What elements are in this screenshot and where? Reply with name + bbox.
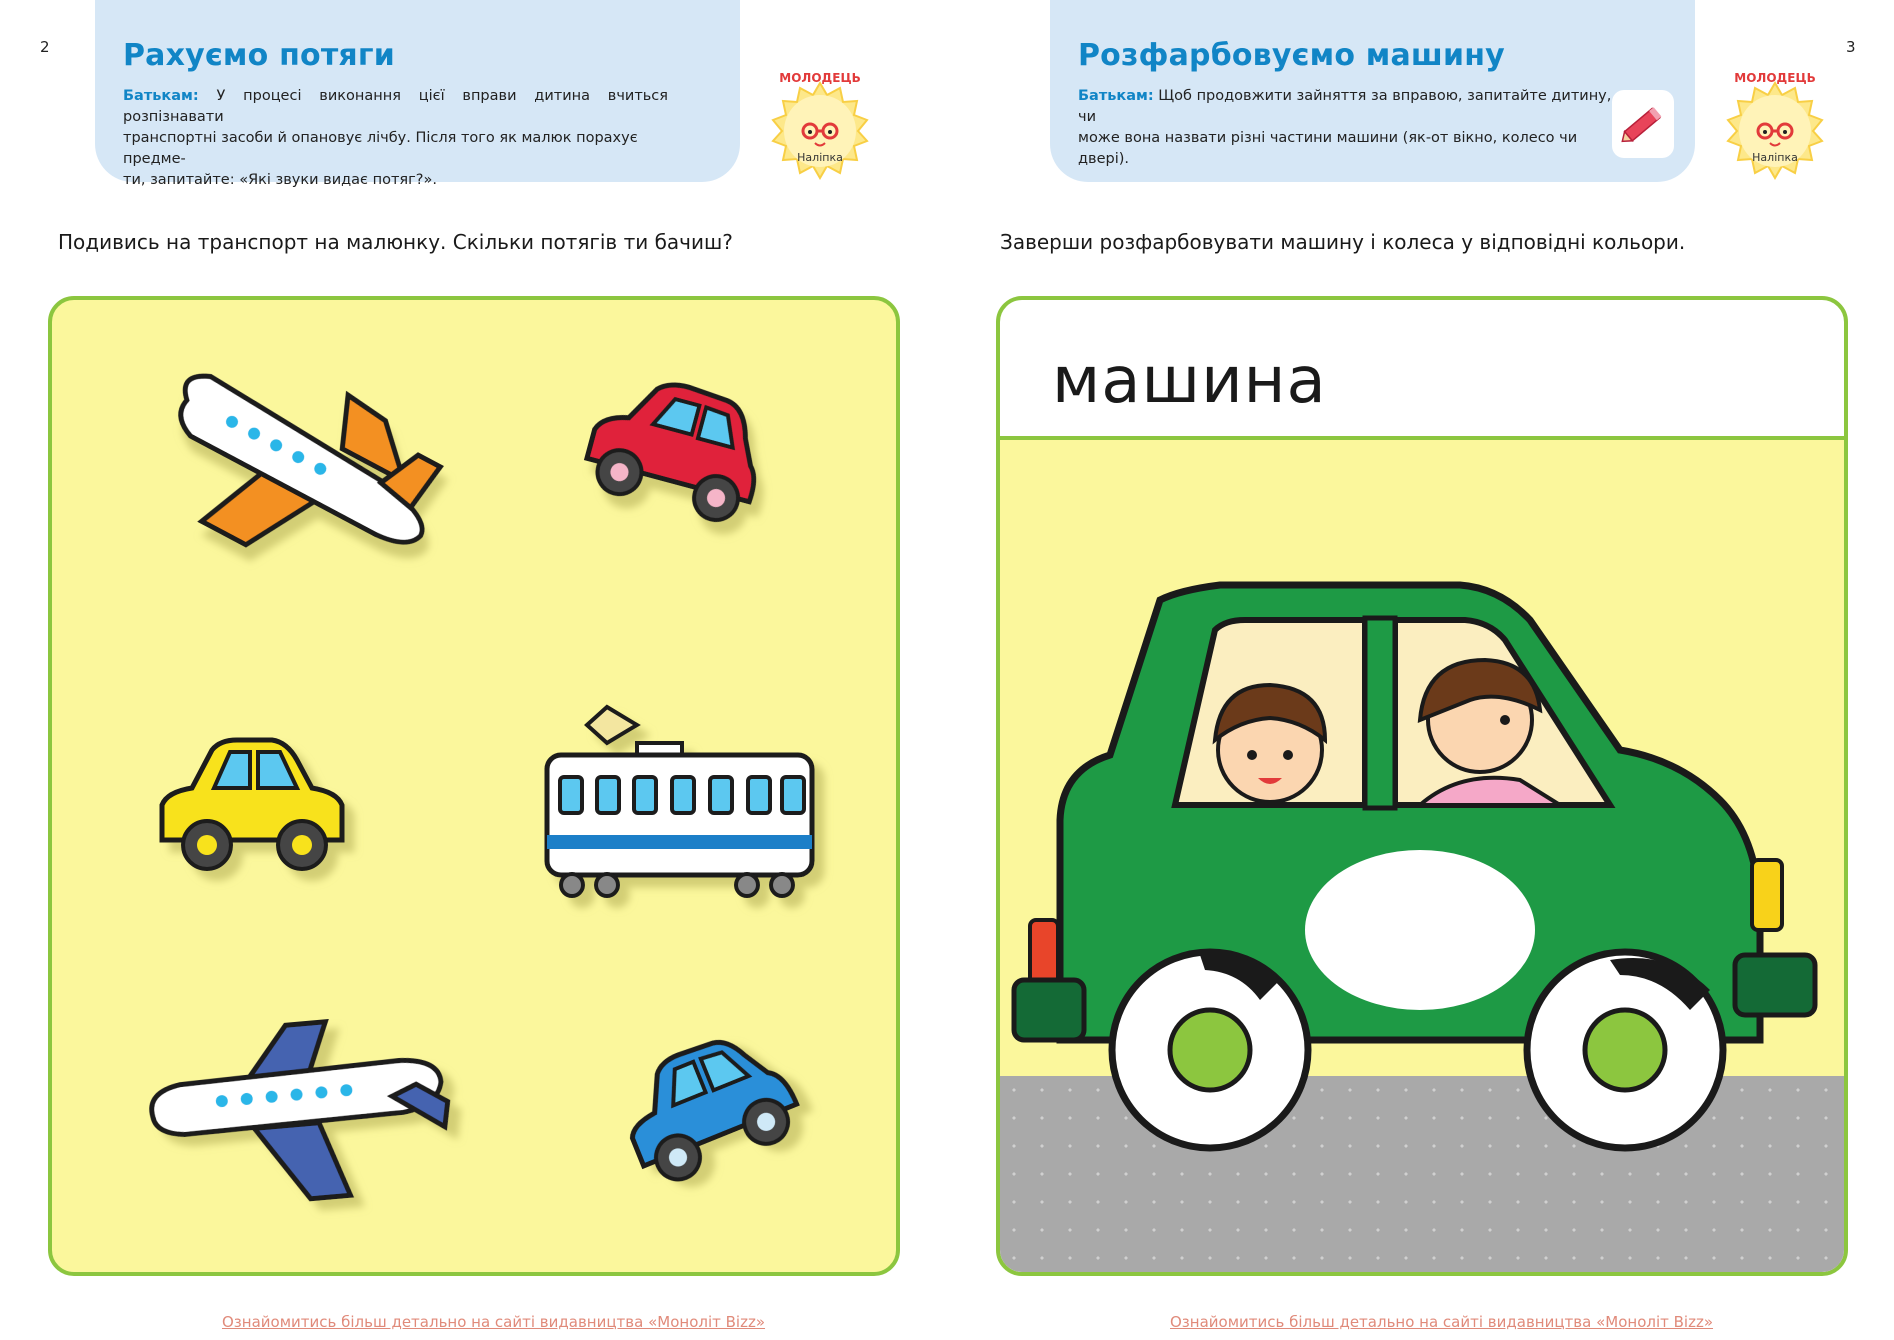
badge-word: МОЛОДЕЦЬ [1734, 71, 1816, 85]
instruction-header-left [95, 0, 740, 188]
badge-sub: Наліпка [797, 151, 843, 164]
task-instruction: Подивись на транспорт на малюнку. Скільки потягів ти бачиш? [58, 230, 733, 254]
vehicles-illustration [52, 300, 896, 1272]
parents-text-line: може вона назвати різні частини машини (як-от вікно, колесо чи двері). [1078, 130, 1578, 167]
task-instruction: Заверши розфарбовувати машину і колеса у відповідні кольори. [1000, 230, 1686, 254]
car-icon [580, 367, 774, 528]
parents-label: Батькам: [123, 88, 199, 104]
parents-note [123, 86, 668, 191]
car-illustration [1000, 300, 1844, 1272]
parents-text-line: Щоб продовжити зайняття за вправою, запитайте дитину, чи [1078, 88, 1612, 125]
page-title: Рахуємо потяги [123, 38, 395, 73]
page-number-right: 3 [1846, 38, 1856, 56]
airplane-icon [133, 326, 463, 615]
badge-icon [1720, 71, 1830, 185]
pencil-icon [1612, 90, 1674, 158]
vehicles-panel [48, 296, 900, 1276]
parents-text-line: транспортні засоби й опановує лічбу. Після того як малюк порахує предме- [123, 130, 638, 167]
vocabulary-word: машина [1052, 344, 1327, 418]
parents-label: Батькам: [1078, 88, 1154, 104]
parents-text-line: У процесі виконання цієї вправи дитина вчиться розпізнавати [123, 88, 669, 125]
train-icon [547, 707, 812, 896]
parents-text-line: ти, запитайте: «Які звуки видає потяг?». [123, 172, 437, 188]
publisher-link[interactable]: Ознайомитись більш детально на сайті видавництва «Моноліт Bizz» [1170, 1313, 1714, 1331]
instruction-header-right [1050, 0, 1695, 182]
badge-sub: Наліпка [1752, 151, 1798, 164]
car-icon [610, 1021, 807, 1191]
coloring-panel [996, 296, 1848, 1276]
parents-note [1078, 86, 1618, 170]
airplane-icon [145, 1012, 455, 1212]
badge-icon [765, 71, 875, 185]
publisher-link[interactable]: Ознайомитись більш детально на сайті видавництва «Моноліт Bizz» [222, 1313, 766, 1331]
page-number-left: 2 [40, 38, 50, 56]
badge-word: МОЛОДЕЦЬ [779, 71, 861, 85]
page-title: Розфарбовуємо машину [1078, 38, 1505, 73]
car-icon [162, 740, 342, 869]
